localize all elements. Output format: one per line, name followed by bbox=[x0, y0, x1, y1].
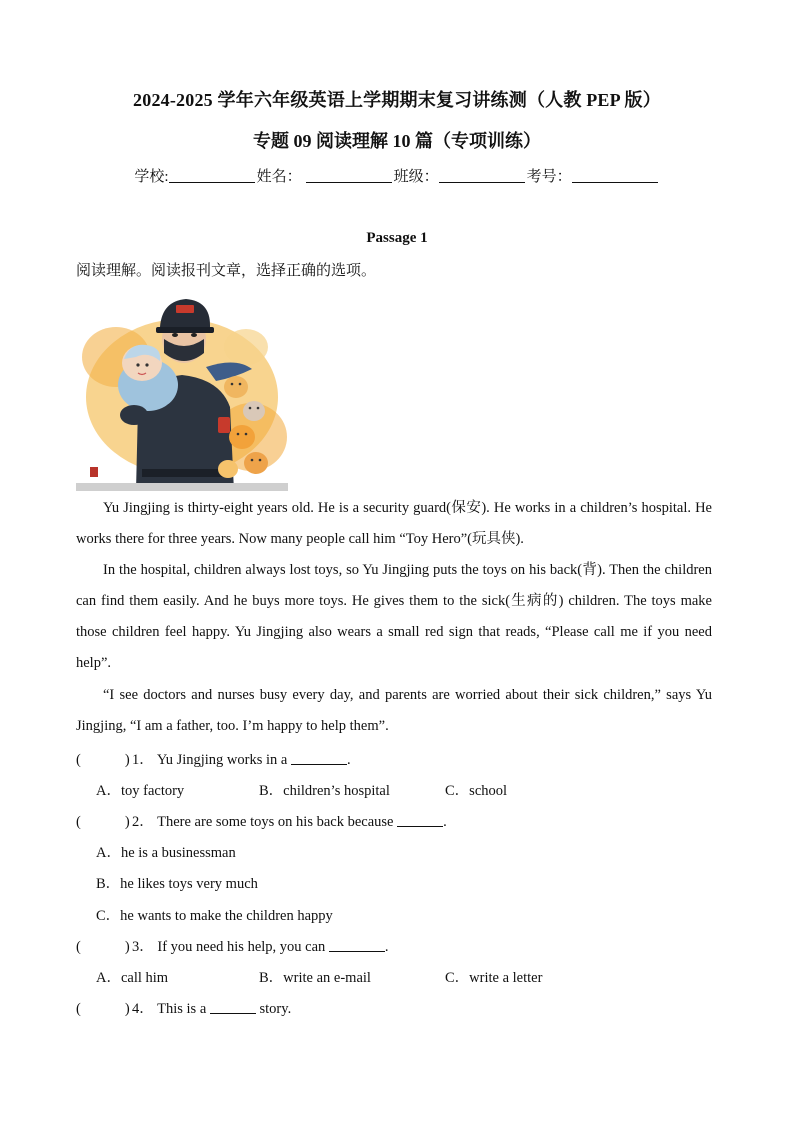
answer-bracket[interactable]: ( ) bbox=[76, 814, 130, 830]
number-label: 考号： bbox=[526, 169, 572, 185]
option-a[interactable]: A．he is a businessman bbox=[96, 845, 236, 861]
name-label: 姓名： bbox=[256, 169, 302, 185]
school-label: 学校: bbox=[134, 169, 169, 185]
option-c[interactable]: C．school bbox=[445, 783, 508, 799]
answer-bracket[interactable]: ( ) bbox=[76, 939, 130, 955]
toy-hero-illustration bbox=[76, 287, 288, 491]
answer-blank[interactable] bbox=[397, 813, 443, 827]
passage-paragraph: Yu Jingjing is thirty-eight years old. He is a security guard(保安). He works in a children’s hospital. He works there for three years. Now many people call him “Toy Hero”(玩具侠). bbox=[76, 500, 712, 547]
option-b[interactable]: B．children’s hospital bbox=[259, 783, 390, 799]
answer-blank[interactable] bbox=[210, 1000, 256, 1014]
option-c[interactable]: C．write a letter bbox=[445, 970, 543, 986]
answer-bracket[interactable]: ( ) bbox=[76, 752, 130, 768]
number-blank[interactable] bbox=[572, 168, 658, 183]
worksheet-subtitle: 专题 09 阅读理解 10 篇（专项训练） bbox=[253, 131, 541, 151]
passage-heading: Passage 1 bbox=[366, 230, 428, 246]
question-1: ( ) 1． Yu Jingjing works in a . bbox=[76, 752, 351, 768]
passage-paragraph: “I see doctors and nurses busy every day, and parents are worried about their sick children,” says Yu Jingjing, “I am a father, too. I’m happy to help them”. bbox=[76, 687, 712, 734]
option-c[interactable]: C．he wants to make the children happy bbox=[96, 908, 333, 924]
option-a[interactable]: A．toy factory bbox=[96, 783, 185, 799]
option-b[interactable]: B．he likes toys very much bbox=[96, 876, 258, 892]
reading-instruction: 阅读理解。阅读报刊文章，选择正确的选项。 bbox=[76, 263, 377, 279]
question-3: ( ) 3． If you need his help, you can . bbox=[76, 939, 389, 955]
answer-blank[interactable] bbox=[291, 751, 347, 765]
answer-blank[interactable] bbox=[329, 938, 385, 952]
question-2: ( ) 2． There are some toys on his back because . bbox=[76, 814, 447, 830]
worksheet-title: 2024-2025 学年六年级英语上学期期末复习讲练测（人教 PEP 版） bbox=[133, 90, 661, 110]
student-info-fields bbox=[0, 165, 794, 186]
passage-paragraph: In the hospital, children always lost toys, so Yu Jingjing puts the toys on his back(背). Then the children can find them easily. And he buys more toys. He gives them to the sick(生病的) children. The toys make those children feel happy. Yu Jingjing also wears a small red sign that reads, “Please call me if you need help”. bbox=[76, 562, 712, 671]
class-blank[interactable] bbox=[439, 168, 525, 183]
school-blank[interactable] bbox=[169, 168, 255, 183]
question-4: ( ) 4． This is a story. bbox=[76, 1001, 292, 1017]
name-blank[interactable] bbox=[306, 168, 392, 183]
answer-bracket[interactable]: ( ) bbox=[76, 1001, 130, 1017]
option-b[interactable]: B．write an e-mail bbox=[259, 970, 371, 986]
option-a[interactable]: A．call him bbox=[96, 970, 169, 986]
class-label: 班级： bbox=[393, 169, 439, 185]
red-stamp-seal bbox=[90, 467, 98, 477]
